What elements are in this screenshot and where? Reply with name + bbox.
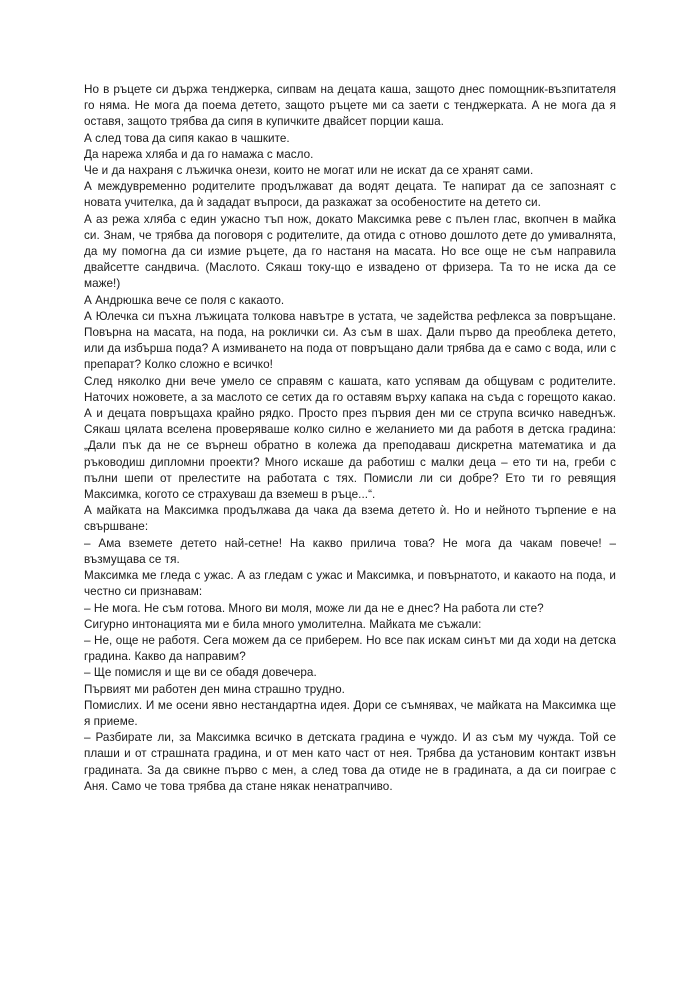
document-page xyxy=(84,82,616,795)
paragraph: – Ама вземете детето най-сетне! На какво прилича това? Не мога да чакам повече! – възмущава се тя. xyxy=(84,536,616,566)
paragraph: Да нарежа хляба и да го намажа с масло. xyxy=(84,147,314,161)
paragraph: – Ще помисля и ще ви се обадя довечера. xyxy=(84,666,317,680)
paragraph: Помислих. И ме осени явно нестандартна идея. Дори се съмнявах, че майката на Максимка ще я приеме. xyxy=(84,698,616,728)
paragraph: А аз режа хляба с един ужасно тъп нож, докато Максимка реве с пълен глас, вкопчен в майка си. Знам, че трябва да поговоря с родителите, да отида с отново дошлото дете до умивалнята, да му помогна да си измие ръцете, да го настаня на масата. Но все още не съм направила двайсетте сандвича. (Маслото. Сякаш току-що е извадено от фризера. Та то не иска да се маже!) xyxy=(84,212,616,291)
paragraph: А междувременно родителите продължават да водят децата. Те напират да се запознаят с новата учителка, да ѝ зададат въпроси, да разкажат за особеностите на детето си. xyxy=(84,180,616,210)
paragraph: – Не мога. Не съм готова. Много ви моля, може ли да не е днес? На работа ли сте? xyxy=(84,601,544,615)
paragraph: Сигурно интонацията ми е била много умолителна. Майката ме съжали: xyxy=(84,617,482,631)
paragraph: А Андрюшка вече се поля с какаото. xyxy=(84,293,285,307)
paragraph: А след това да сипя какао в чашките. xyxy=(84,131,290,145)
paragraph: А майката на Максимка продължава да чака да взема детето ѝ. Но и нейното търпение е на свършване: xyxy=(84,504,616,534)
paragraph: А Юлечка си пъхна лъжицата толкова навътре в устата, че задейства рефлекса за повръщане. Повърна на масата, на пода, на роклички си. Аз съм в шах. Дали първо да преоблека детето, или да избърша пода? А измиването на пода от повръщано дали трябва да е само с вода, или с препарат? Колко сложно е всичко! xyxy=(84,309,616,372)
paragraph: – Разбирате ли, за Максимка всичко в детската градина е чуждо. И аз съм му чужда. Той се плаши и от страшната градина, и от мен като част от нея. Трябва да установим контакт извън градината. За да свикне първо с мен, а след това да отиде не в градината, а да си поиграе с Аня. Само че това трябва да стане някак ненатрапчиво. xyxy=(84,731,616,793)
paragraph: Но в ръцете си държа тенджерка, сипвам на децата каша, защото днес помощник-възпитателя го няма. Не мога да поема детето, защото ръцете ми са заети с тенджерката. А не мога да я оставя, защото трябва да сипя в купичките двайсет порции каша. xyxy=(84,83,616,129)
paragraph: Максимка ме гледа с ужас. А аз гледам с ужас и Максимка, и повърнатото, и какаото на пода, и честно си признавам: xyxy=(84,569,616,599)
paragraph: – Не, още не работя. Сега можем да се приберем. Но все пак искам синът ми да ходи на детска градина. Какво да направим? xyxy=(84,633,616,664)
paragraph: Първият ми работен ден мина страшно трудно. xyxy=(84,682,345,696)
paragraph: Че и да нахраня с лъжичка онези, които не могат или не искат да се хранят сами. xyxy=(84,164,534,178)
paragraph: След няколко дни вече умело се справям с кашата, като успявам да общувам с родителите. Наточих ножовете, а за маслото се сетих да го оставям върху капака на съда с горещото какао. А и децата повръщаха крайно рядко. Просто през първия ден ми се струпа всичко наведнъж. Сякаш цялата вселена проверяваше колко силно е желанието ми да работя в детска градина: „Дали пък да не се върнеш обратно в колежа да преподаваш дискретна математика и да ръководиш дипломни проекти? Много искаше да работиш с малки деца – ето ти на, греби с пълни шепи от прелестите на работата с тях. Помисли ли си добре? Ето ти го ревящия Максимка, когото се страхуваш да вземеш в ръце...“. xyxy=(84,374,616,502)
